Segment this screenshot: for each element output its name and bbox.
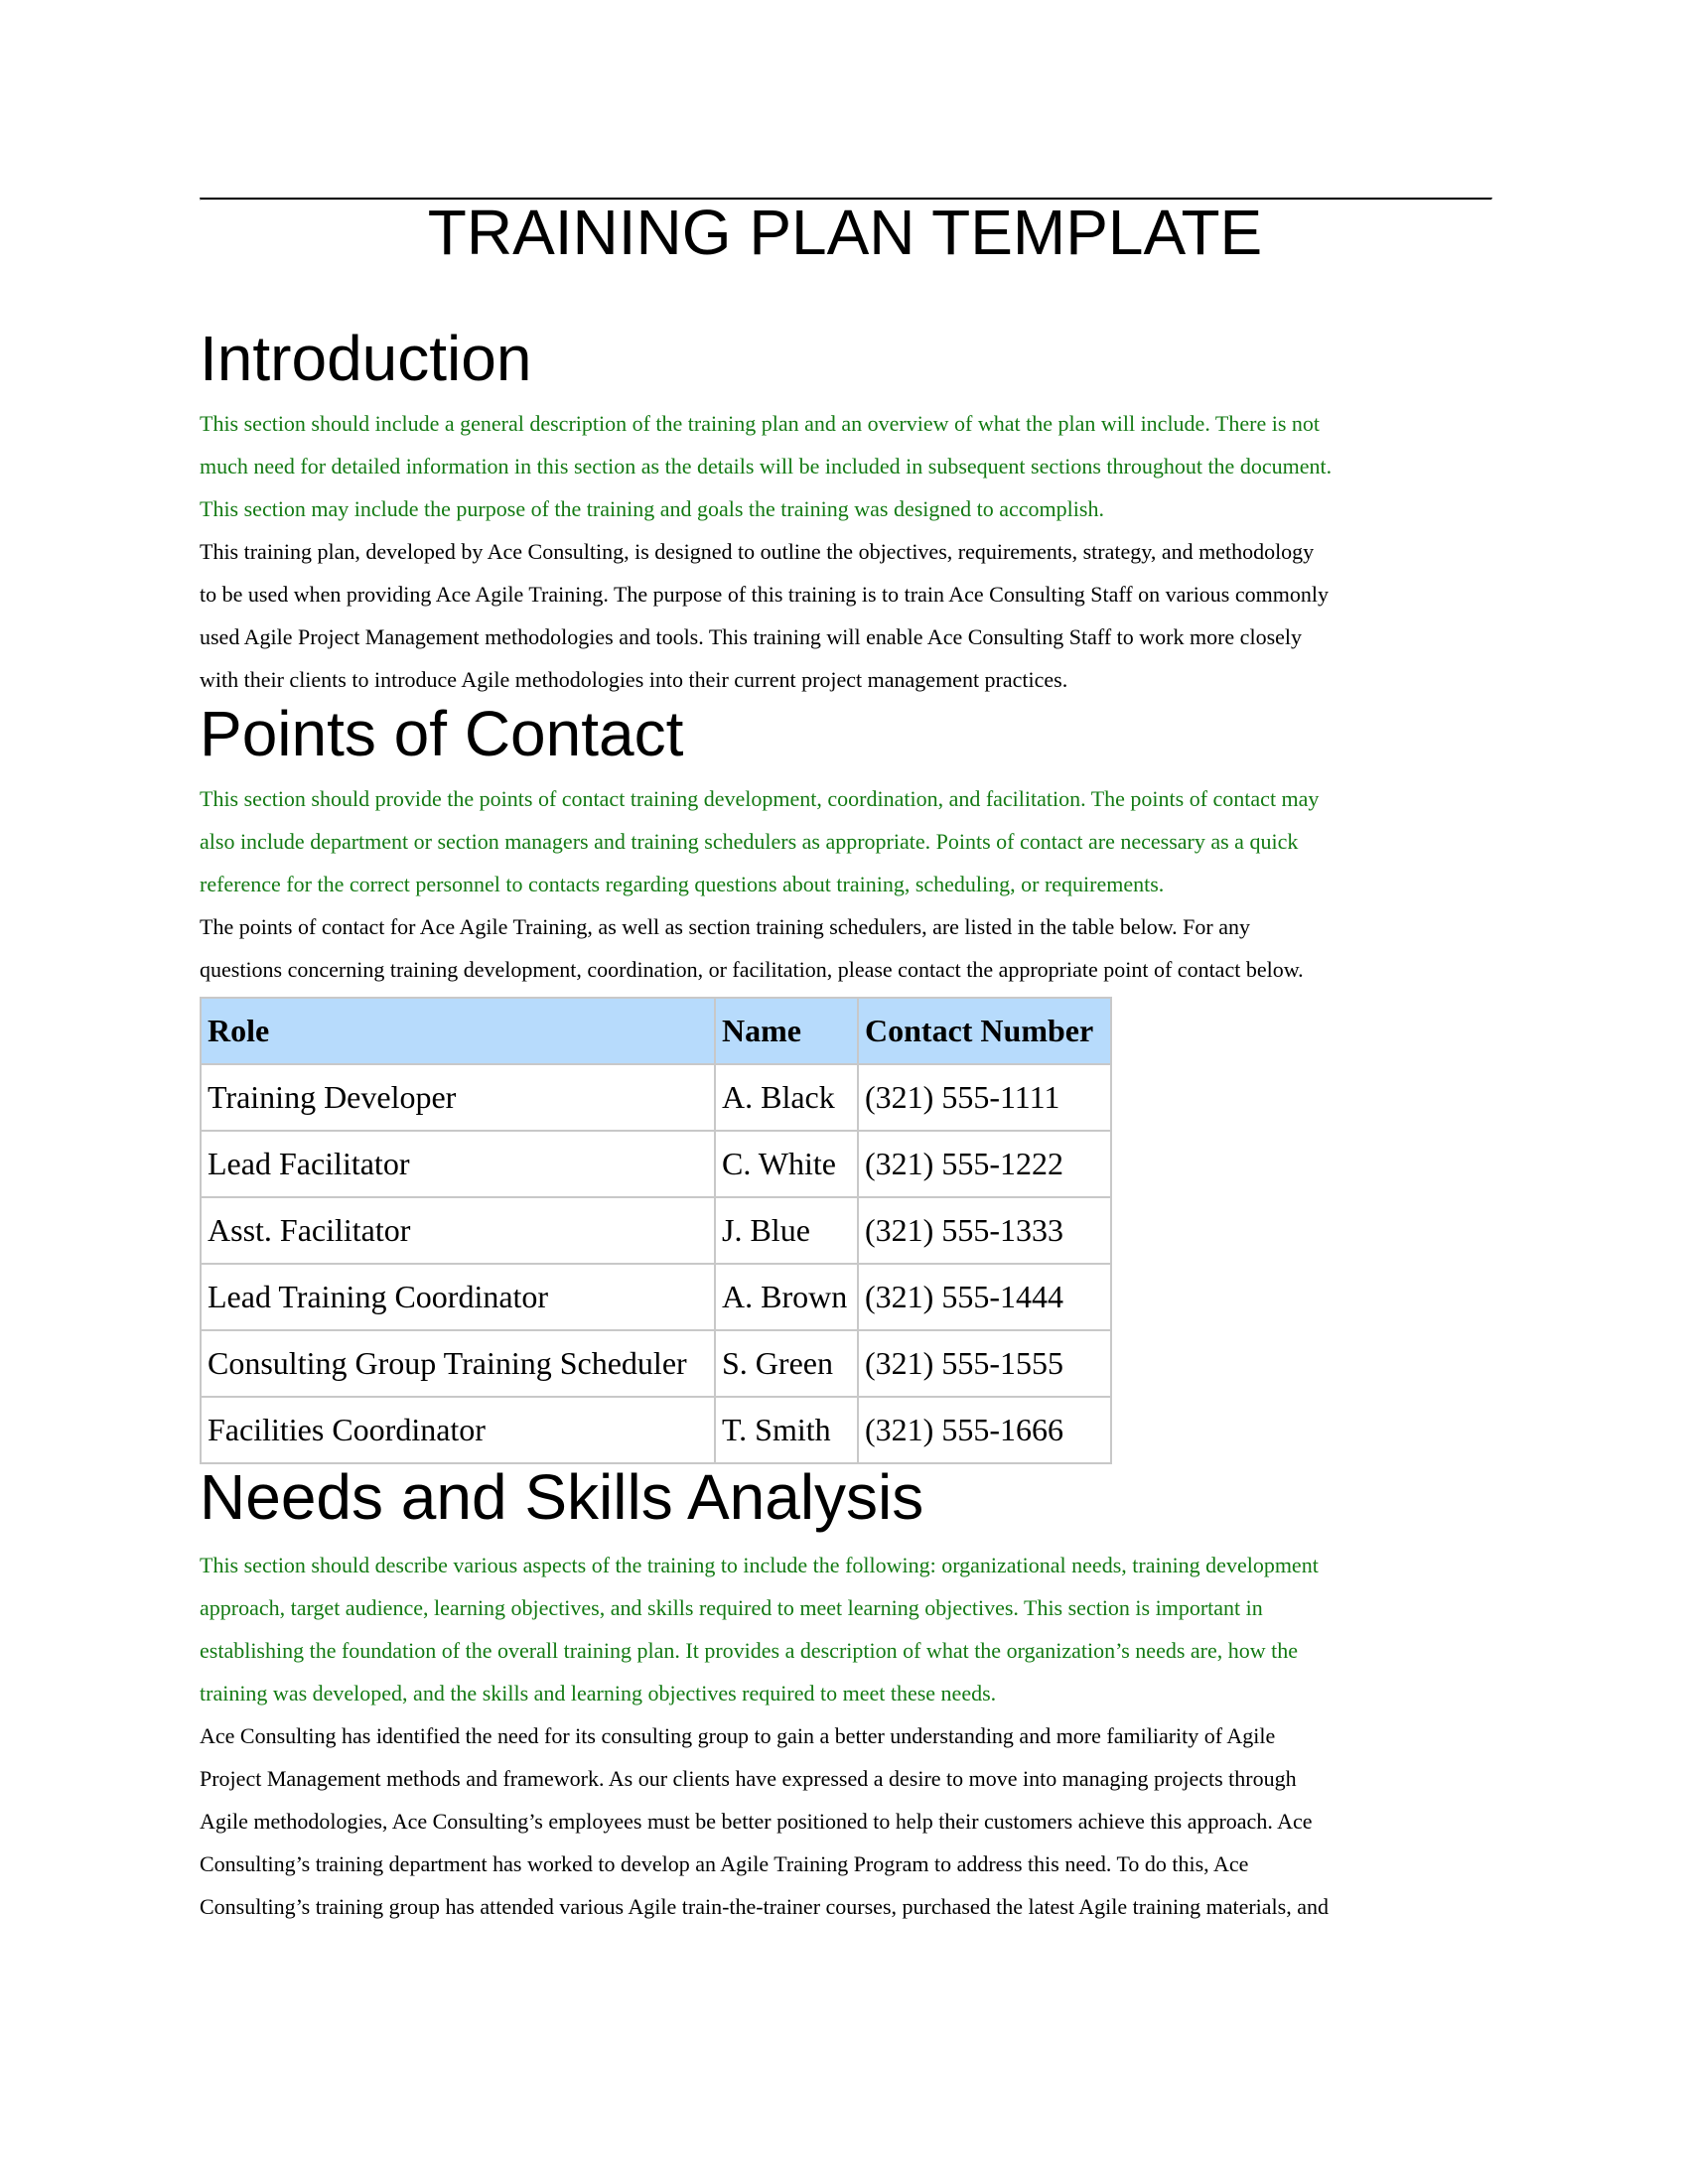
body-line: The points of contact for Ace Agile Training, as well as section training schedulers, are listed in the table below. For any — [200, 914, 1250, 940]
body-text-introduction — [200, 530, 1490, 701]
cell-name: C. White — [715, 1131, 858, 1197]
instruction-text-introduction — [200, 402, 1490, 530]
instruction-line: This section should provide the points of contact training development, coordination, and facilitation. The points of contact may — [200, 786, 1320, 812]
section-heading-points-of-contact: Points of Contact — [200, 698, 684, 770]
section-points-of-contact — [200, 698, 1490, 1464]
cell-name: T. Smith — [715, 1397, 858, 1463]
instruction-line: establishing the foundation of the overall training plan. It provides a description of what the organization’s needs are, how the — [200, 1637, 1299, 1663]
column-header-name: Name — [715, 998, 858, 1064]
instruction-line: training was developed, and the skills and learning objectives required to meet these needs. — [200, 1680, 997, 1706]
table-row — [201, 1397, 1111, 1463]
body-text-points-of-contact — [200, 905, 1490, 991]
cell-contact-number: (321) 555-1555 — [858, 1330, 1111, 1397]
body-line: with their clients to introduce Agile methodologies into their current project management practices. — [200, 667, 1068, 693]
table-header-row — [201, 998, 1111, 1064]
body-line: This training plan, developed by Ace Consulting, is designed to outline the objectives, requirements, strategy, and methodology — [200, 539, 1315, 565]
section-needs-and-skills-analysis — [200, 1461, 1490, 1927]
table-row — [201, 1197, 1111, 1264]
body-line: to be used when providing Ace Agile Training. The purpose of this training is to train Ace Consulting Staff on various commonly — [200, 582, 1329, 608]
cell-name: J. Blue — [715, 1197, 858, 1264]
page-content — [200, 198, 1490, 1928]
instruction-line: reference for the correct personnel to contacts regarding questions about training, scheduling, or requirements. — [200, 872, 1165, 897]
cell-role: Consulting Group Training Scheduler — [201, 1330, 715, 1397]
cell-contact-number: (321) 555-1444 — [858, 1264, 1111, 1330]
section-heading-needs-and-skills: Needs and Skills Analysis — [200, 1461, 924, 1534]
cell-role: Facilities Coordinator — [201, 1397, 715, 1463]
cell-name: A. Black — [715, 1064, 858, 1131]
instruction-line: also include department or section managers and training schedulers as appropriate. Points of contact are necessary as a quick — [200, 829, 1299, 855]
column-header-contact-number: Contact Number — [858, 998, 1111, 1064]
table-row — [201, 1064, 1111, 1131]
body-line: Agile methodologies, Ace Consulting’s employees must be better positioned to help their customers achieve this approach. Ace — [200, 1808, 1313, 1834]
instruction-line: approach, target audience, learning objectives, and skills required to meet learning objectives. This section is important in — [200, 1594, 1263, 1620]
table-row — [201, 1330, 1111, 1397]
body-line: Ace Consulting has identified the need for its consulting group to gain a better understanding and more familiarity of Agile — [200, 1722, 1276, 1748]
section-introduction — [200, 323, 1490, 701]
body-line: Consulting’s training group has attended various Agile train-the-trainer courses, purchased the latest Agile training materials, and — [200, 1893, 1329, 1919]
cell-name: S. Green — [715, 1330, 858, 1397]
cell-contact-number: (321) 555-1666 — [858, 1397, 1111, 1463]
body-line: Project Management methods and framework. As our clients have expressed a desire to move into managing projects through — [200, 1765, 1297, 1791]
section-heading-introduction: Introduction — [200, 323, 532, 394]
body-text-needs-and-skills — [200, 1714, 1490, 1928]
instruction-line: This section should describe various aspects of the training to include the following: organizational needs, training development — [200, 1552, 1319, 1577]
cell-role: Lead Facilitator — [201, 1131, 715, 1197]
instruction-text-needs-and-skills — [200, 1544, 1490, 1714]
cell-contact-number: (321) 555-1222 — [858, 1131, 1111, 1197]
cell-contact-number: (321) 555-1333 — [858, 1197, 1111, 1264]
instruction-line: This section should include a general description of the training plan and an overview of what the plan will include. There is not — [200, 411, 1321, 437]
document-title: TRAINING PLAN TEMPLATE — [427, 197, 1263, 268]
body-line: Consulting’s training department has worked to develop an Agile Training Program to address this need. To do this, Ace — [200, 1850, 1249, 1876]
instruction-text-points-of-contact — [200, 777, 1490, 905]
cell-role: Training Developer — [201, 1064, 715, 1131]
cell-contact-number: (321) 555-1111 — [858, 1064, 1111, 1131]
cell-name: A. Brown — [715, 1264, 858, 1330]
body-line: used Agile Project Management methodologies and tools. This training will enable Ace Consulting Staff to work more closely — [200, 624, 1303, 650]
cell-role: Lead Training Coordinator — [201, 1264, 715, 1330]
contacts-table — [200, 997, 1112, 1464]
instruction-line: This section may include the purpose of the training and goals the training was designed to accomplish. — [200, 496, 1104, 522]
table-row — [201, 1264, 1111, 1330]
table-row — [201, 1131, 1111, 1197]
instruction-line: much need for detailed information in this section as the details will be included in subsequent sections throughout the document. — [200, 454, 1333, 479]
body-line: questions concerning training development, coordination, or facilitation, please contact the appropriate point of contact below. — [200, 957, 1304, 983]
column-header-role: Role — [201, 998, 715, 1064]
cell-role: Asst. Facilitator — [201, 1197, 715, 1264]
